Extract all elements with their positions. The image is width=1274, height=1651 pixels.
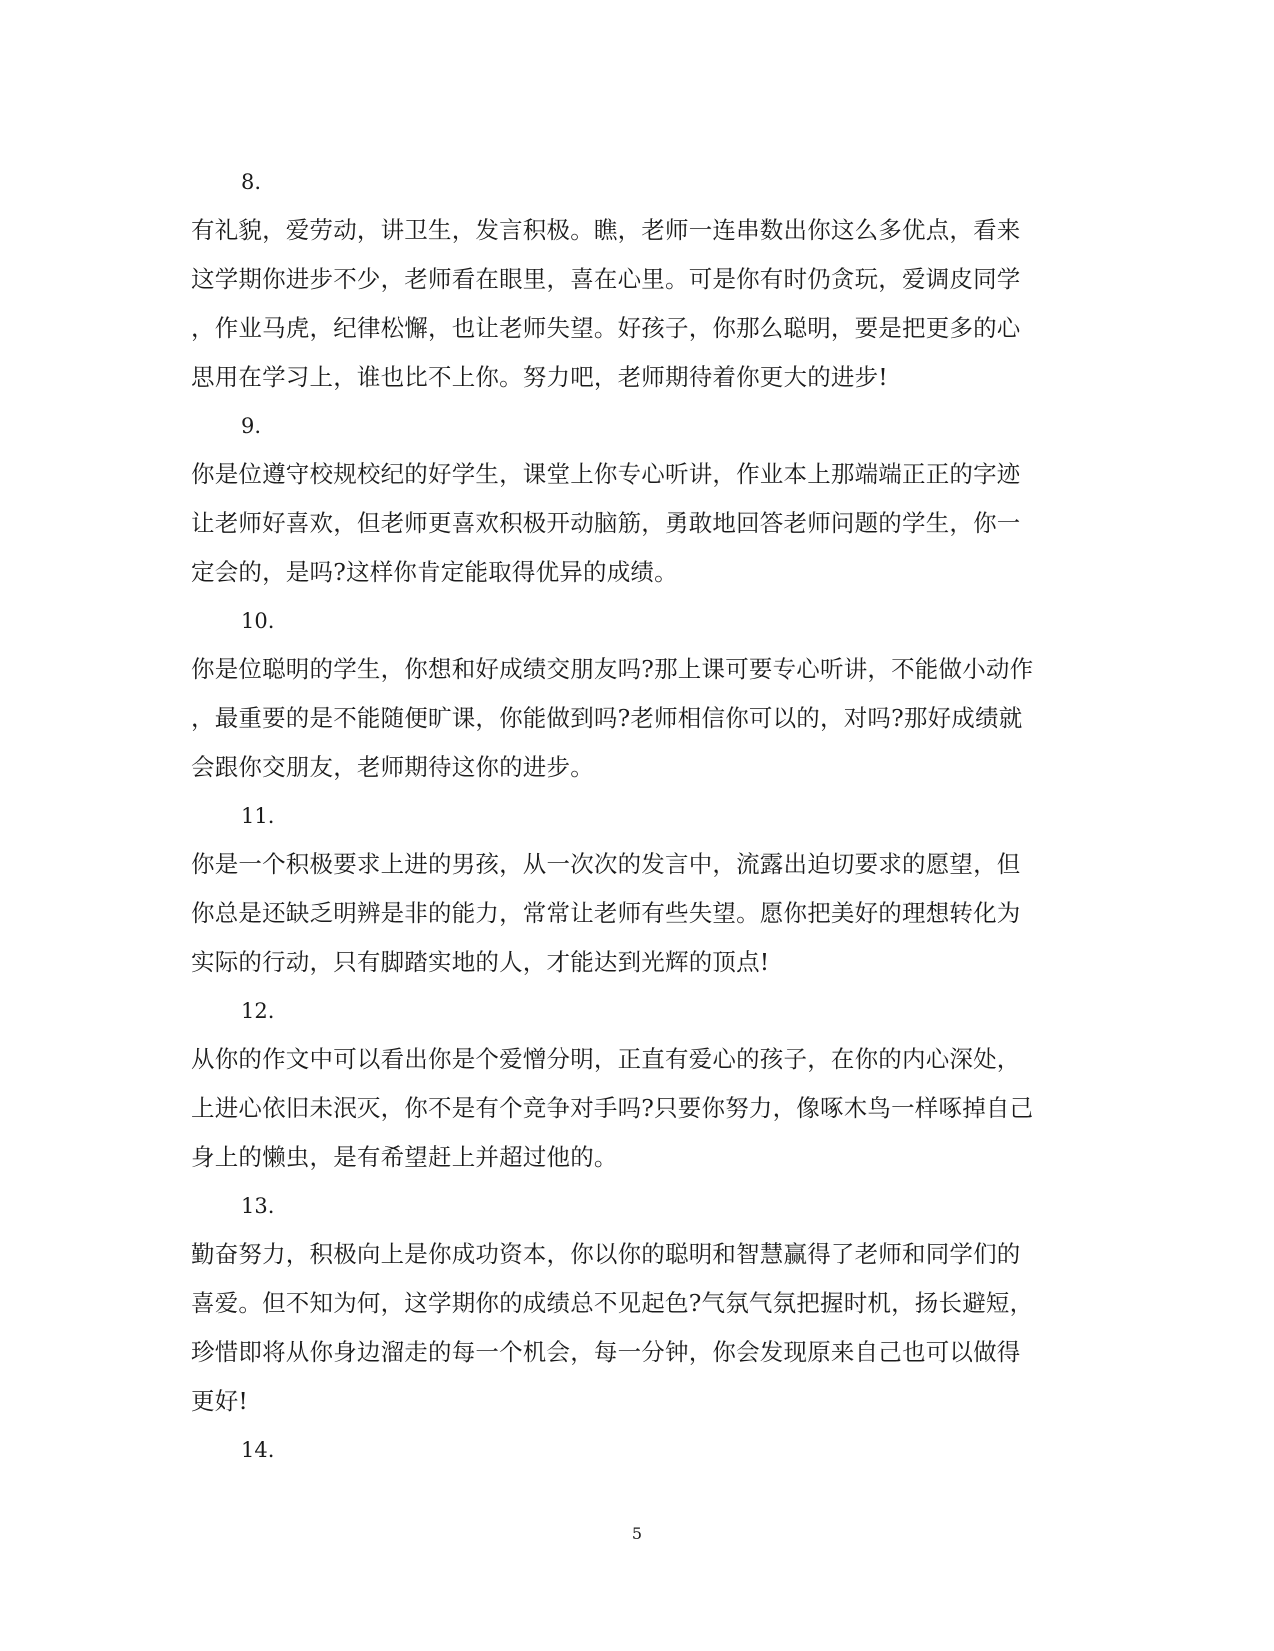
paragraph-line: 让老师好喜欢，但老师更喜欢积极开动脑筋，勇敢地回答老师问题的学生，你一 xyxy=(191,509,1021,537)
section-number: 14. xyxy=(241,1438,275,1462)
section-12 xyxy=(191,987,1081,1182)
paragraph-line: 上进心依旧未泯灭，你不是有个竞争对手吗?只要你努力，像啄木鸟一样啄掉自己 xyxy=(191,1094,1034,1122)
section-number: 9. xyxy=(241,414,262,438)
paragraph-line: 更好! xyxy=(191,1387,249,1415)
section-14 xyxy=(191,1426,1081,1474)
paragraph-line: 有礼貌，爱劳动，讲卫生，发言积极。瞧，老师一连串数出你这么多优点，看来 xyxy=(191,216,1021,244)
section-number: 8. xyxy=(241,170,262,194)
paragraph-line: 你是一个积极要求上进的男孩，从一次次的发言中，流露出迫切要求的愿望，但 xyxy=(191,850,1021,878)
paragraph-line: 定会的，是吗?这样你肯定能取得优异的成绩。 xyxy=(191,558,678,586)
paragraph-line: 勤奋努力，积极向上是你成功资本，你以你的聪明和智慧赢得了老师和同学们的 xyxy=(191,1240,1021,1268)
paragraph-line: 身上的懒虫，是有希望赶上并超过他的。 xyxy=(191,1143,618,1171)
paragraph-line: 你是位遵守校规校纪的好学生，课堂上你专心听讲，作业本上那端端正正的字迹 xyxy=(191,460,1021,488)
section-8 xyxy=(191,158,1081,402)
paragraph-line: 从你的作文中可以看出你是个爱憎分明，正直有爱心的孩子，在你的内心深处， xyxy=(191,1045,1021,1073)
paragraph-line: 思用在学习上，谁也比不上你。努力吧，老师期待着你更大的进步! xyxy=(191,363,888,391)
paragraph-line: 实际的行动，只有脚踏实地的人，才能达到光辉的顶点! xyxy=(191,948,770,976)
page-number: 5 xyxy=(631,1524,643,1543)
paragraph-line: 这学期你进步不少，老师看在眼里，喜在心里。可是你有时仍贪玩，爱调皮同学 xyxy=(191,265,1021,293)
section-9 xyxy=(191,402,1081,597)
section-number: 10. xyxy=(241,609,275,633)
section-number: 12. xyxy=(241,999,275,1023)
paragraph-line: 会跟你交朋友，老师期待这你的进步。 xyxy=(191,753,594,781)
paragraph-line: 珍惜即将从你身边溜走的每一个机会，每一分钟，你会发现原来自己也可以做得 xyxy=(191,1338,1021,1366)
paragraph-line: 你总是还缺乏明辨是非的能力，常常让老师有些失望。愿你把美好的理想转化为 xyxy=(191,899,1021,927)
paragraph-line: 喜爱。但不知为何，这学期你的成绩总不见起色?气氛气氛把握时机，扬长避短， xyxy=(191,1289,1034,1317)
section-number: 11. xyxy=(241,804,275,828)
section-11 xyxy=(191,792,1081,987)
section-number: 13. xyxy=(241,1194,275,1218)
section-10 xyxy=(191,597,1081,792)
page-content xyxy=(191,158,1081,1474)
paragraph-line: ，作业马虎，纪律松懈，也让老师失望。好孩子，你那么聪明，要是把更多的心 xyxy=(191,314,1021,342)
paragraph-line: ，最重要的是不能随便旷课，你能做到吗?老师相信你可以的，对吗?那好成绩就 xyxy=(191,704,1023,732)
paragraph-line: 你是位聪明的学生，你想和好成绩交朋友吗?那上课可要专心听讲，不能做小动作 xyxy=(191,655,1034,683)
section-13 xyxy=(191,1182,1081,1426)
